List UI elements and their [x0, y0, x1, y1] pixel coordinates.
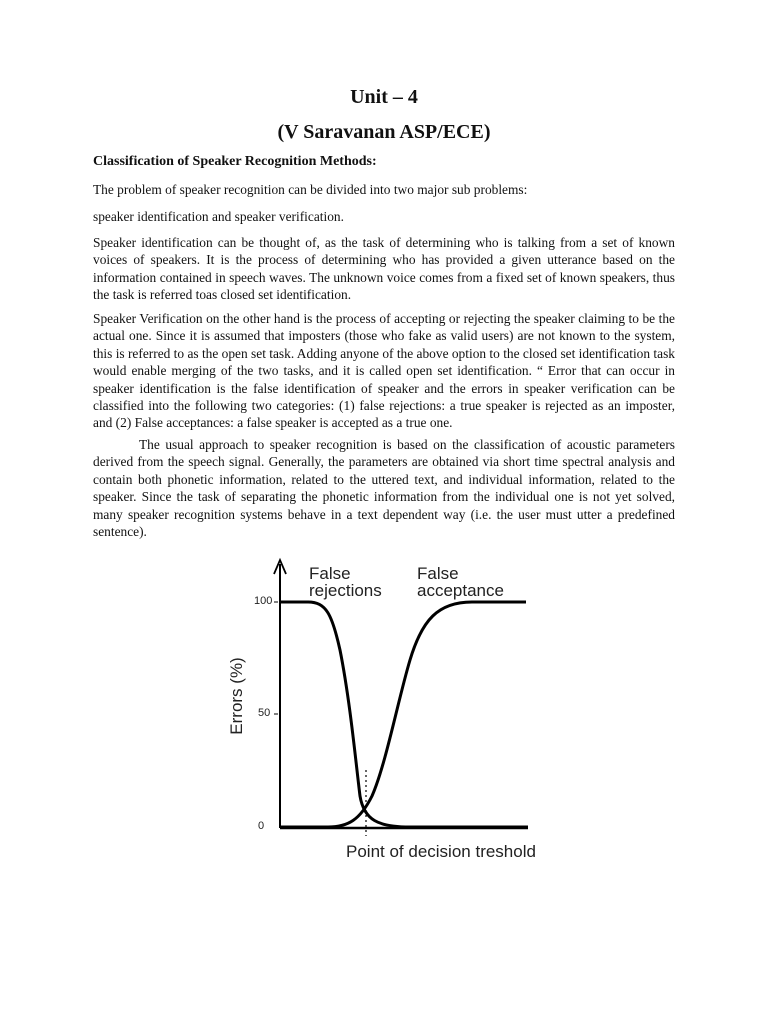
author-subtitle: (V Saravanan ASP/ECE) [277, 121, 491, 143]
y-tick-0: 0 [258, 820, 265, 832]
x-axis-label: Point of decision treshold [346, 842, 536, 861]
paragraph-identification: Speaker identification can be thought of, as the task of determining who is talking from a set of known voices of speakers. It is the process of determining who has provided a given utterance based on the information contained in speech waves. The unknown voice comes from a fixed set of known speakers, thus the task is referred toas closed set identification. [93, 235, 675, 303]
paragraph-verification: Speaker Verification on the other hand is the process of accepting or rejecting the speaker claiming to be the actual one. Since it is assumed that imposters (those who fake as valid users) are not known to the system, this is referred to as the open set task. Adding anyone of the above option to the closed set identification task would enable merging of the two tasks, and it is called open set identification. “ Error that can occur in speaker identification is the false identification of speaker and the errors in speaker verification can be classified into the following two categories: (1) false rejections: a true speaker is rejected as an imposter, and (2) False acceptances: a false speaker is accepted as a true one. [93, 311, 675, 431]
false-acceptance-curve [280, 602, 526, 827]
false-rejections-label-line1: False [309, 564, 351, 583]
error-tradeoff-figure [210, 550, 570, 880]
false-rejections-label-line2: rejections [309, 581, 382, 600]
unit-title: Unit – 4 [350, 86, 418, 108]
paragraph-intro: The problem of speaker recognition can be divided into two major sub problems: [93, 182, 528, 197]
false-acceptance-label-line2: acceptance [417, 581, 504, 600]
section-heading: Classification of Speaker Recognition Methods: [93, 154, 377, 169]
y-tick-50: 50 [258, 707, 271, 719]
paragraph-subproblems: speaker identification and speaker verification. [93, 209, 344, 224]
paragraph-approach: The usual approach to speaker recognition is based on the classification of acoustic parameters derived from the speech signal. Generally, the parameters are obtained via short time spectral analysis and contain both phonetic information, related to the uttered text, and individual information, related to the speaker. Since the task of separating the phonetic information from the individual one is not yet solved, many speaker recognition systems behave in a text dependent way (i.e. the user must utter a predefined sentence). [93, 437, 675, 540]
false-rejections-curve [280, 602, 528, 827]
y-axis-label: Errors (%) [227, 657, 246, 735]
false-acceptance-label-line1: False [417, 564, 459, 583]
y-tick-100: 100 [254, 595, 273, 607]
